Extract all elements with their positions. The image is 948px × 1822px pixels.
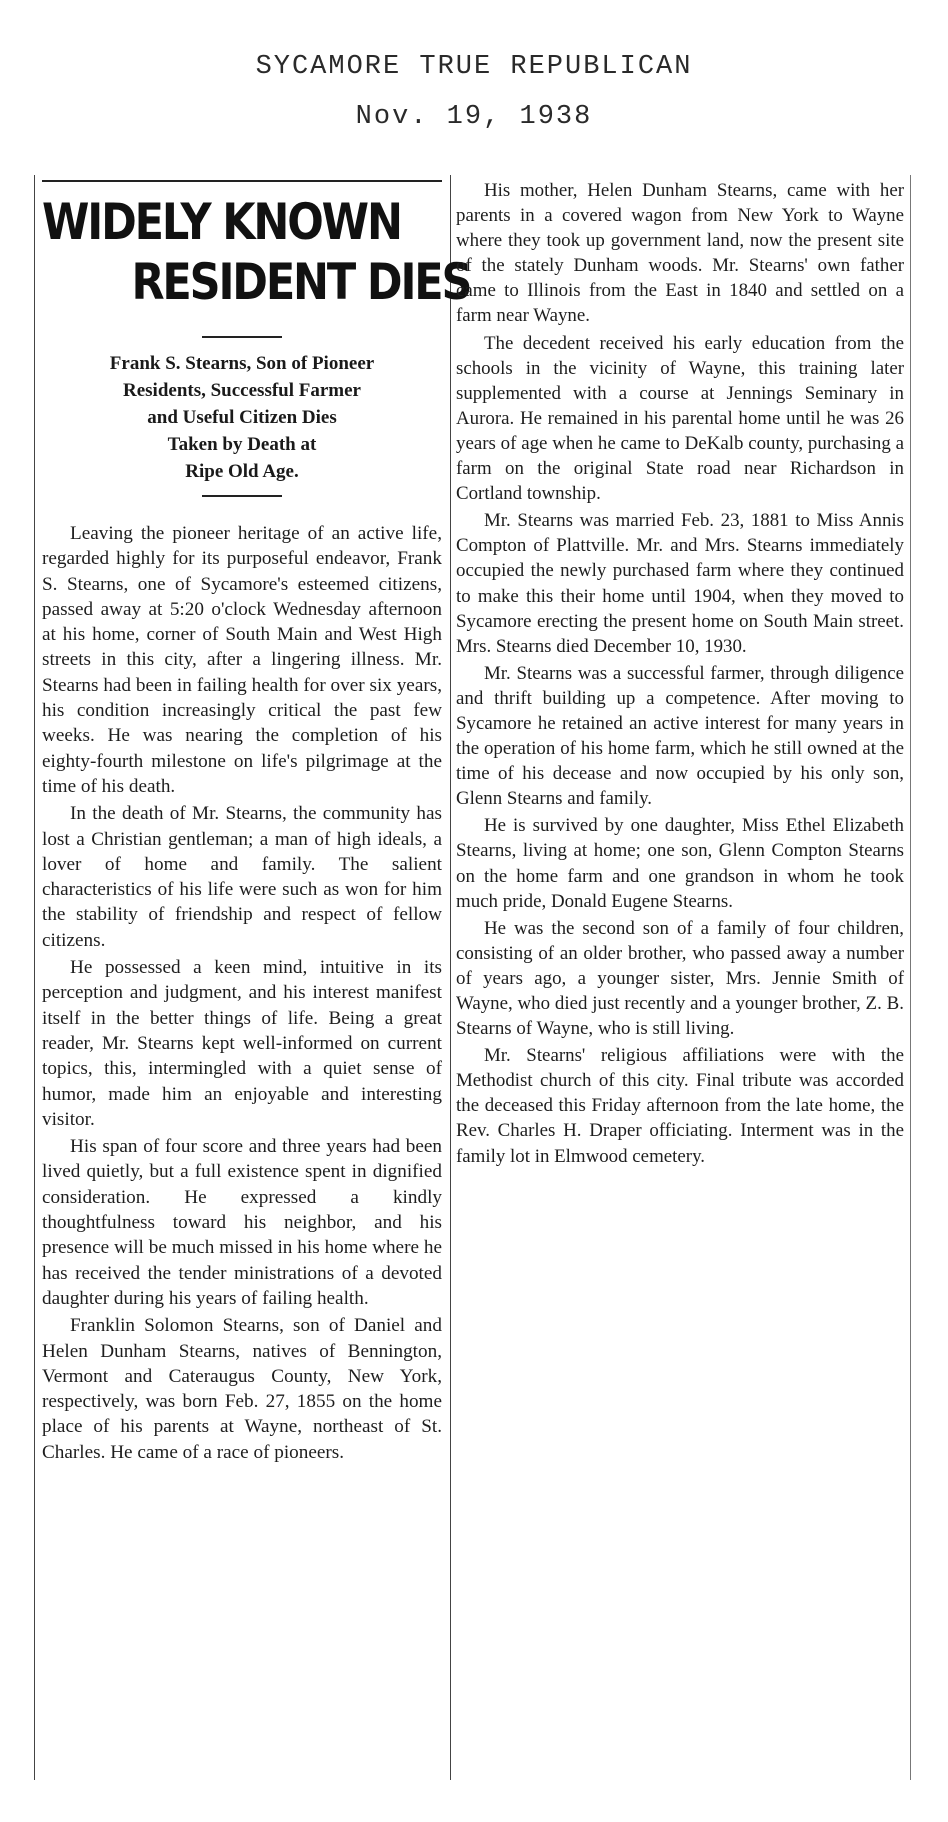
- deck-line: Taken by Death at: [167, 434, 317, 455]
- deck-line: Frank S. Stearns, Son of Pioneer: [109, 353, 375, 374]
- deck-line: Residents, Successful Farmer: [123, 380, 361, 401]
- deck-divider-top: [202, 336, 282, 338]
- article-paragraph: His mother, Helen Dunham Stearns, came with her parents in a covered wagon from New York to Wayne where they took up government land, now the present site of the stately Dunham woods. Mr. Stearns' own father came to Illinois from the East in 1840 and settled on a farm near Wayne.: [456, 180, 904, 327]
- headline-top-rule: [42, 180, 442, 182]
- headline-line-1: WIDELY KNOWN: [42, 193, 401, 251]
- article-paragraph: His span of four score and three years had been lived quietly, but a full existence spent in dignified consideration. He expressed a kindly thoughtfulness toward his neighbor, and his presence will be much missed in his home where he has received the tender ministrations of a devoted daughter during his years of failing health.: [42, 1136, 442, 1309]
- article-paragraph: Mr. Stearns was married Feb. 23, 1881 to Miss Annis Compton of Plattville. Mr. and Mrs. Stearns immediately occupied the newly purchased farm where they continued to make this their home until 1904, when they moved to Sycamore erecting the present home on South Main street. Mrs. Stearns died December 10, 1930.: [456, 510, 904, 657]
- article-paragraph: Franklin Solomon Stearns, son of Daniel and Helen Dunham Stearns, natives of Bennington, Vermont and Cateraugus County, New York, respectively, was born Feb. 27, 1855 on the home place of his parents at Wayne, northeast of St. Charles. He came of a race of pioneers.: [42, 1315, 442, 1463]
- column-rule-middle: [450, 175, 451, 1780]
- column-rule-left: [34, 175, 35, 1780]
- article-paragraph: He was the second son of a family of four children, consisting of an older brother, who passed away a number of years ago, a younger sister, Mrs. Jennie Smith of Wayne, who died just recently and a younger brother, Z. B. Stearns of Wayne, who is still living.: [456, 917, 904, 1040]
- article-paragraph: Leaving the pioneer heritage of an active life, regarded highly for its purposeful endeavor, Frank S. Stearns, one of Sycamore's esteemed citizens, passed away at 5:20 o'clock Wednesday afternoon at his home, corner of South Main and West High streets in this city, after a lingering illness. Mr. Stearns had been in failing health for over six years, his condition increasingly critical the past few weeks. He was nearing the completion of his eighty-fourth milestone on life's pilgrimage at the time of his death.: [42, 523, 442, 797]
- column-rule-right: [910, 175, 911, 1780]
- article-column-right: [456, 178, 904, 1171]
- deck-divider-bottom: [202, 495, 282, 497]
- deck-line: Ripe Old Age.: [185, 461, 299, 482]
- article-paragraph: Mr. Stearns was a successful farmer, through diligence and thrift building up a competence. After moving to Sycamore he retained an active interest for many years in the operation of his home farm, which he still owned at the time of his decease and now occupied by his only son, Glenn Stearns and family.: [456, 662, 904, 810]
- article-paragraph: He possessed a keen mind, intuitive in its perception and judgment, and his interest manifest itself in the better things of life. Being a great reader, Mr. Stearns kept well-informed on current topics, this, intermingled with a quiet sense of humor, made him an enjoyable and interesting visitor.: [42, 957, 442, 1130]
- article-paragraph: The decedent received his early education from the schools in the vicinity of Wayne, this training later supplemented with a course at Jennings Seminary in Aurora. He remained in his parental home until he was 26 years of age when he came to DeKalb county, purchasing a farm on the original State road near Richardson in Cortland township.: [456, 332, 904, 505]
- article-paragraph: He is survived by one daughter, Miss Ethel Elizabeth Stearns, living at home; one son, Glenn Compton Stearns on the home farm and one grandson in whom he took much pride, Donald Eugene Stearns.: [456, 815, 904, 912]
- article-paragraph: In the death of Mr. Stearns, the community has lost a Christian gentleman; a man of high ideals, a lover of home and family. The salient characteristics of his life were such as won for him the stability of friendship and respect of fellow citizens.: [42, 803, 442, 951]
- deck-line: and Useful Citizen Dies: [147, 407, 337, 428]
- headline-line-2: RESIDENT DIES: [131, 253, 471, 311]
- article-paragraph: Mr. Stearns' religious affiliations were with the Methodist church of this city. Final tribute was accorded the deceased this Friday afternoon from the late home, the Rev. Charles H. Draper officiating. Interment was in the family lot in Elmwood cemetery.: [456, 1045, 904, 1167]
- article-column-left: [42, 178, 471, 1467]
- subheadline-deck: [42, 350, 442, 485]
- publication-name: SYCAMORE TRUE REPUBLICAN: [255, 52, 693, 82]
- publication-date: Nov. 19, 1938: [355, 102, 593, 132]
